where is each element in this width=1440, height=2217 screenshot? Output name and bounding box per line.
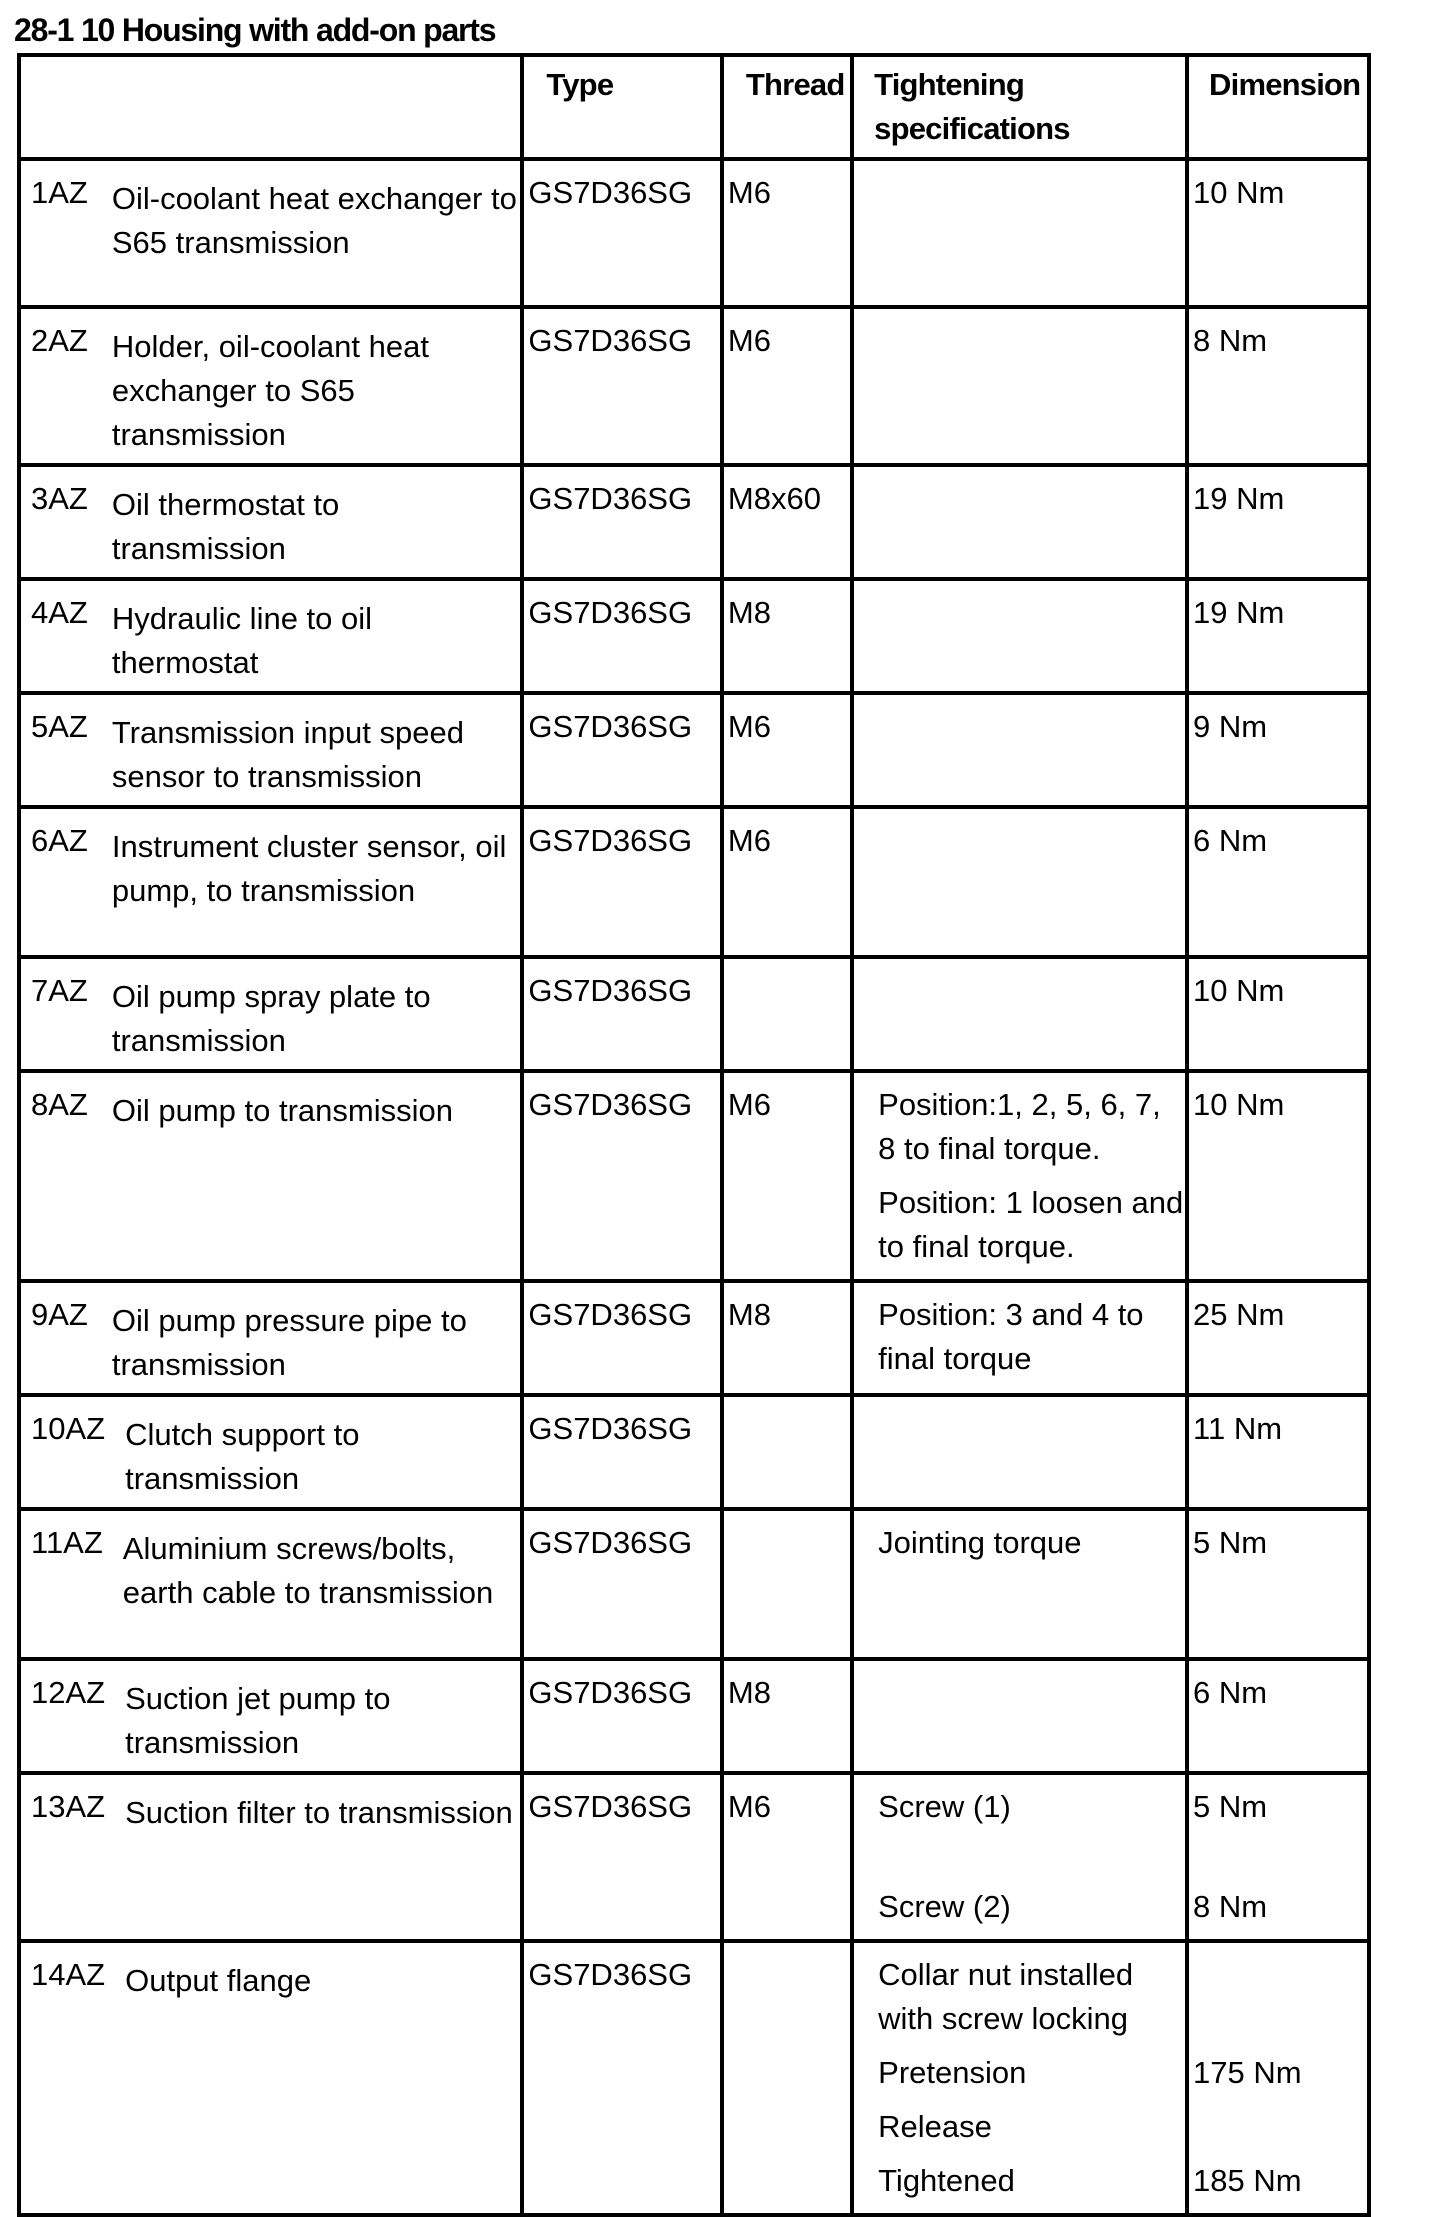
header-tightening-line2: specifications bbox=[874, 111, 1070, 146]
table-row bbox=[19, 307, 1369, 465]
table-row bbox=[19, 1941, 1369, 2215]
header-type: Type bbox=[522, 55, 722, 159]
thread-cell: M6 bbox=[727, 823, 771, 858]
tightening-spec-line: Screw (1) bbox=[878, 1789, 1011, 1824]
table-row bbox=[19, 693, 1369, 807]
dimension-cell: 6 Nm bbox=[1193, 1675, 1268, 1710]
dimension-cell: 5 Nm bbox=[1193, 1525, 1268, 1560]
table-row bbox=[19, 807, 1369, 957]
item-code: 14AZ bbox=[31, 1957, 106, 1992]
tightening-spec-line: Screw (2) bbox=[878, 1889, 1011, 1924]
header-tightening-line1: Tightening bbox=[874, 67, 1024, 102]
item-code: 10AZ bbox=[31, 1411, 106, 1446]
item-code: 6AZ bbox=[31, 823, 88, 858]
thread-cell: M8 bbox=[727, 1675, 771, 1710]
item-description: Transmission input speed sensor to transmission bbox=[111, 715, 464, 794]
dimension-cell: 10 Nm bbox=[1193, 1087, 1285, 1122]
item-description: Output flange bbox=[125, 1963, 312, 1998]
type-cell: GS7D36SG bbox=[528, 1675, 693, 1710]
dimension-cell: 8 Nm bbox=[1193, 323, 1268, 358]
item-description: Oil pump spray plate to transmission bbox=[111, 979, 431, 1058]
type-cell: GS7D36SG bbox=[528, 1789, 693, 1824]
tightening-spec-line: Position: 3 and 4 to final torque bbox=[878, 1297, 1144, 1376]
table-row bbox=[19, 957, 1369, 1071]
thread-cell bbox=[728, 1943, 850, 1953]
dimension-cell: 10 Nm bbox=[1193, 175, 1285, 210]
torque-spec-table bbox=[17, 53, 1371, 2217]
type-cell: GS7D36SG bbox=[528, 1525, 693, 1560]
item-code: 12AZ bbox=[31, 1675, 106, 1710]
thread-cell: M8 bbox=[727, 595, 771, 630]
tightening-spec-line: Position:1, 2, 5, 6, 7, 8 to final torque. bbox=[878, 1087, 1161, 1166]
dimension-cell: 19 Nm bbox=[1193, 595, 1285, 630]
item-description: Clutch support to transmission bbox=[125, 1417, 360, 1496]
table-row bbox=[19, 1773, 1369, 1941]
type-cell: GS7D36SG bbox=[528, 823, 693, 858]
dimension-cell: 11 Nm bbox=[1193, 1411, 1283, 1446]
dimension-cell: 9 Nm bbox=[1193, 709, 1268, 744]
type-cell: GS7D36SG bbox=[528, 1957, 693, 1992]
dimension-cell: 6 Nm bbox=[1193, 823, 1268, 858]
item-description: Suction jet pump to transmission bbox=[125, 1681, 391, 1760]
item-code: 2AZ bbox=[31, 323, 88, 358]
dimension-cell: 25 Nm bbox=[1193, 1297, 1285, 1332]
item-description: Instrument cluster sensor, oil pump, to transmission bbox=[111, 829, 507, 908]
thread-cell bbox=[728, 959, 850, 969]
dimension-cell: 10 Nm bbox=[1193, 973, 1285, 1008]
type-cell: GS7D36SG bbox=[528, 973, 693, 1008]
type-cell: GS7D36SG bbox=[528, 709, 693, 744]
item-description: Oil-coolant heat exchanger to S65 transmission bbox=[111, 181, 517, 260]
tightening-spec-line: Tightened bbox=[878, 2163, 1015, 2198]
dimension-cell: 175 Nm bbox=[1193, 2055, 1302, 2090]
type-cell: GS7D36SG bbox=[528, 595, 693, 630]
dimension-cell: 5 Nm bbox=[1193, 1789, 1268, 1824]
thread-cell: M8x60 bbox=[727, 481, 821, 516]
item-description: Suction filter to transmission bbox=[125, 1795, 513, 1830]
thread-cell: M8 bbox=[727, 1297, 771, 1332]
header-dimension: Dimension bbox=[1187, 55, 1369, 159]
table-row bbox=[19, 1659, 1369, 1773]
thread-cell: M6 bbox=[727, 1087, 771, 1122]
thread-cell bbox=[728, 1511, 850, 1521]
type-cell: GS7D36SG bbox=[528, 481, 693, 516]
item-code: 11AZ bbox=[31, 1525, 103, 1560]
item-code: 4AZ bbox=[31, 595, 88, 630]
item-description: Oil thermostat to transmission bbox=[111, 487, 340, 566]
thread-cell: M6 bbox=[727, 709, 771, 744]
tightening-spec-line: Release bbox=[878, 2109, 992, 2144]
table-row bbox=[19, 159, 1369, 307]
dimension-cell: 19 Nm bbox=[1193, 481, 1285, 516]
item-description: Holder, oil-coolant heat exchanger to S65 transmission bbox=[111, 329, 429, 452]
thread-cell: M6 bbox=[727, 323, 771, 358]
header-item bbox=[19, 55, 522, 159]
item-description: Oil pump pressure pipe to transmission bbox=[111, 1303, 467, 1382]
tightening-spec-line: Jointing torque bbox=[878, 1525, 1082, 1560]
header-thread: Thread bbox=[722, 55, 852, 159]
type-cell: GS7D36SG bbox=[528, 323, 693, 358]
tightening-spec-line: Pretension bbox=[878, 2055, 1027, 2090]
tightening-spec-line: Position: 1 loosen and to final torque. bbox=[878, 1185, 1184, 1264]
item-code: 7AZ bbox=[31, 973, 88, 1008]
item-description: Hydraulic line to oil thermostat bbox=[111, 601, 373, 680]
thread-cell: M6 bbox=[727, 175, 771, 210]
table-header-row bbox=[19, 55, 1369, 159]
table-row bbox=[19, 1281, 1369, 1395]
thread-cell bbox=[728, 1397, 850, 1407]
item-code: 1AZ bbox=[31, 175, 88, 210]
table-row bbox=[19, 1509, 1369, 1659]
item-code: 8AZ bbox=[31, 1087, 88, 1122]
item-description: Oil pump to transmission bbox=[111, 1093, 453, 1128]
header-tightening bbox=[852, 55, 1187, 159]
table-row bbox=[19, 1071, 1369, 1281]
item-code: 9AZ bbox=[31, 1297, 88, 1332]
item-description: Aluminium screws/bolts, earth cable to transmission bbox=[122, 1531, 494, 1610]
item-code: 3AZ bbox=[31, 481, 88, 516]
table-row bbox=[19, 579, 1369, 693]
table-row bbox=[19, 1395, 1369, 1509]
dimension-cell-2: 8 Nm bbox=[1193, 1889, 1268, 1924]
type-cell: GS7D36SG bbox=[528, 175, 693, 210]
type-cell: GS7D36SG bbox=[528, 1411, 693, 1446]
item-code: 5AZ bbox=[31, 709, 88, 744]
dimension-cell-2: 185 Nm bbox=[1193, 2163, 1302, 2198]
table-row bbox=[19, 465, 1369, 579]
thread-cell: M6 bbox=[727, 1789, 771, 1824]
item-code: 13AZ bbox=[31, 1789, 106, 1824]
page-title: 28-1 10 Housing with add-on parts bbox=[14, 12, 496, 48]
type-cell: GS7D36SG bbox=[528, 1297, 693, 1332]
tightening-spec-line: Collar nut installed with screw locking bbox=[878, 1957, 1134, 2036]
type-cell: GS7D36SG bbox=[528, 1087, 693, 1122]
